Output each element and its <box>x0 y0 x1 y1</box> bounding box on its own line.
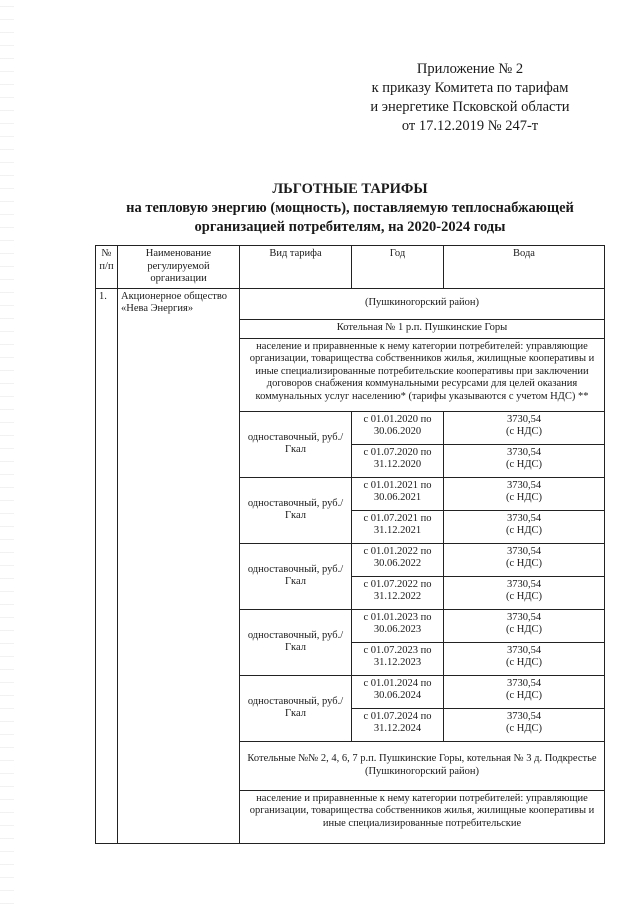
water-cell <box>444 411 605 444</box>
boiler-1-label: Котельная № 1 р.п. Пушкинские Горы <box>240 319 605 338</box>
period-cell: с 01.01.2020 по 30.06.2020 <box>352 411 444 444</box>
table-header-row <box>96 246 605 289</box>
header-year: Год <box>352 246 444 289</box>
water-vat: (с НДС) <box>505 624 543 635</box>
water-value: 3730,54 <box>506 545 542 557</box>
annex-line-1: Приложение № 2 <box>416 61 524 77</box>
period-cell: с 01.07.2023 по 31.12.2023 <box>352 642 444 675</box>
water-vat: (с НДС) <box>505 525 543 536</box>
water-vat: (с НДС) <box>505 426 543 437</box>
period-cell: с 01.01.2024 по 30.06.2024 <box>352 675 444 708</box>
water-value: 3730,54 <box>506 644 542 656</box>
header-water: Вода <box>444 246 605 289</box>
water-cell <box>444 675 605 708</box>
tariff-type-cell: одноставочный, руб./Гкал <box>240 477 352 543</box>
tariff-type-cell: одноставочный, руб./Гкал <box>240 411 352 477</box>
period-cell: с 01.01.2021 по 30.06.2021 <box>352 477 444 510</box>
water-cell <box>444 642 605 675</box>
period-cell: с 01.07.2024 по 31.12.2024 <box>352 708 444 741</box>
consumer-category-2: население и приравненные к нему категории потребителей: управляющие организации, товарищества собственников жилья, жилищные кооперативы и иные специализированные потребительские <box>240 790 605 843</box>
row-num: 1. <box>96 288 118 843</box>
annex-line-4: от 17.12.2019 № 247-т <box>401 118 539 134</box>
water-vat: (с НДС) <box>505 558 543 569</box>
period-cell: с 01.01.2022 по 30.06.2022 <box>352 543 444 576</box>
period-cell: с 01.07.2022 по 31.12.2022 <box>352 576 444 609</box>
water-value: 3730,54 <box>506 413 542 425</box>
water-cell <box>444 510 605 543</box>
annex-line-2: к приказу Комитета по тарифам <box>371 80 569 96</box>
period-cell: с 01.07.2020 по 31.12.2020 <box>352 444 444 477</box>
tariff-type-cell: одноставочный, руб./Гкал <box>240 543 352 609</box>
period-cell: с 01.07.2021 по 31.12.2021 <box>352 510 444 543</box>
district-label: (Пушкиногорский район) <box>240 288 605 319</box>
water-vat: (с НДС) <box>505 690 543 701</box>
water-cell <box>444 576 605 609</box>
document-title <box>96 180 604 237</box>
water-value: 3730,54 <box>506 512 542 524</box>
title-line-1: ЛЬГОТНЫЕ ТАРИФЫ <box>272 181 428 197</box>
header-org: Наименование регулируемой организации <box>118 246 240 289</box>
water-value: 3730,54 <box>506 710 542 722</box>
water-vat: (с НДС) <box>505 459 543 470</box>
boiler-2-label: Котельные №№ 2, 4, 6, 7 р.п. Пушкинские Горы, котельная № 3 д. Подкрестье (Пушкиногорский район) <box>240 741 605 790</box>
water-value: 3730,54 <box>506 677 542 689</box>
water-cell <box>444 543 605 576</box>
header-tariff-type: Вид тарифа <box>240 246 352 289</box>
consumer-category: население и приравненные к нему категории потребителей: управляющие организации, товарищества собственников жилья, жилищные кооперативы и иные специализированные потребительские кооперативы при заключении договоров снабжения коммунальными ресурсами для целей оказания коммунальных услуг населению* (тарифы указываются с учетом НДС) ** <box>240 338 605 411</box>
title-line-3: организацией потребителям, на 2020-2024 годы <box>194 219 506 235</box>
annex-header <box>360 60 580 136</box>
title-line-2: на тепловую энергию (мощность), поставляемую теплоснабжающей <box>126 200 574 216</box>
tariff-type-cell: одноставочный, руб./Гкал <box>240 609 352 675</box>
row-org: Акционерное общество «Нева Энергия» <box>118 288 240 843</box>
water-value: 3730,54 <box>506 611 542 623</box>
annex-line-3: и энергетике Псковской области <box>370 99 570 115</box>
water-cell <box>444 609 605 642</box>
water-cell <box>444 708 605 741</box>
header-num: № п/п <box>96 246 118 289</box>
tariff-type-cell: одноставочный, руб./Гкал <box>240 675 352 741</box>
table-row <box>96 288 605 319</box>
water-vat: (с НДС) <box>505 723 543 734</box>
water-cell <box>444 444 605 477</box>
water-value: 3730,54 <box>506 446 542 458</box>
water-vat: (с НДС) <box>505 657 543 668</box>
scan-edge-artifact <box>0 0 14 905</box>
water-vat: (с НДС) <box>505 591 543 602</box>
water-value: 3730,54 <box>506 578 542 590</box>
water-cell <box>444 477 605 510</box>
period-cell: с 01.01.2023 по 30.06.2023 <box>352 609 444 642</box>
water-vat: (с НДС) <box>505 492 543 503</box>
tariffs-table <box>95 245 605 844</box>
water-value: 3730,54 <box>506 479 542 491</box>
